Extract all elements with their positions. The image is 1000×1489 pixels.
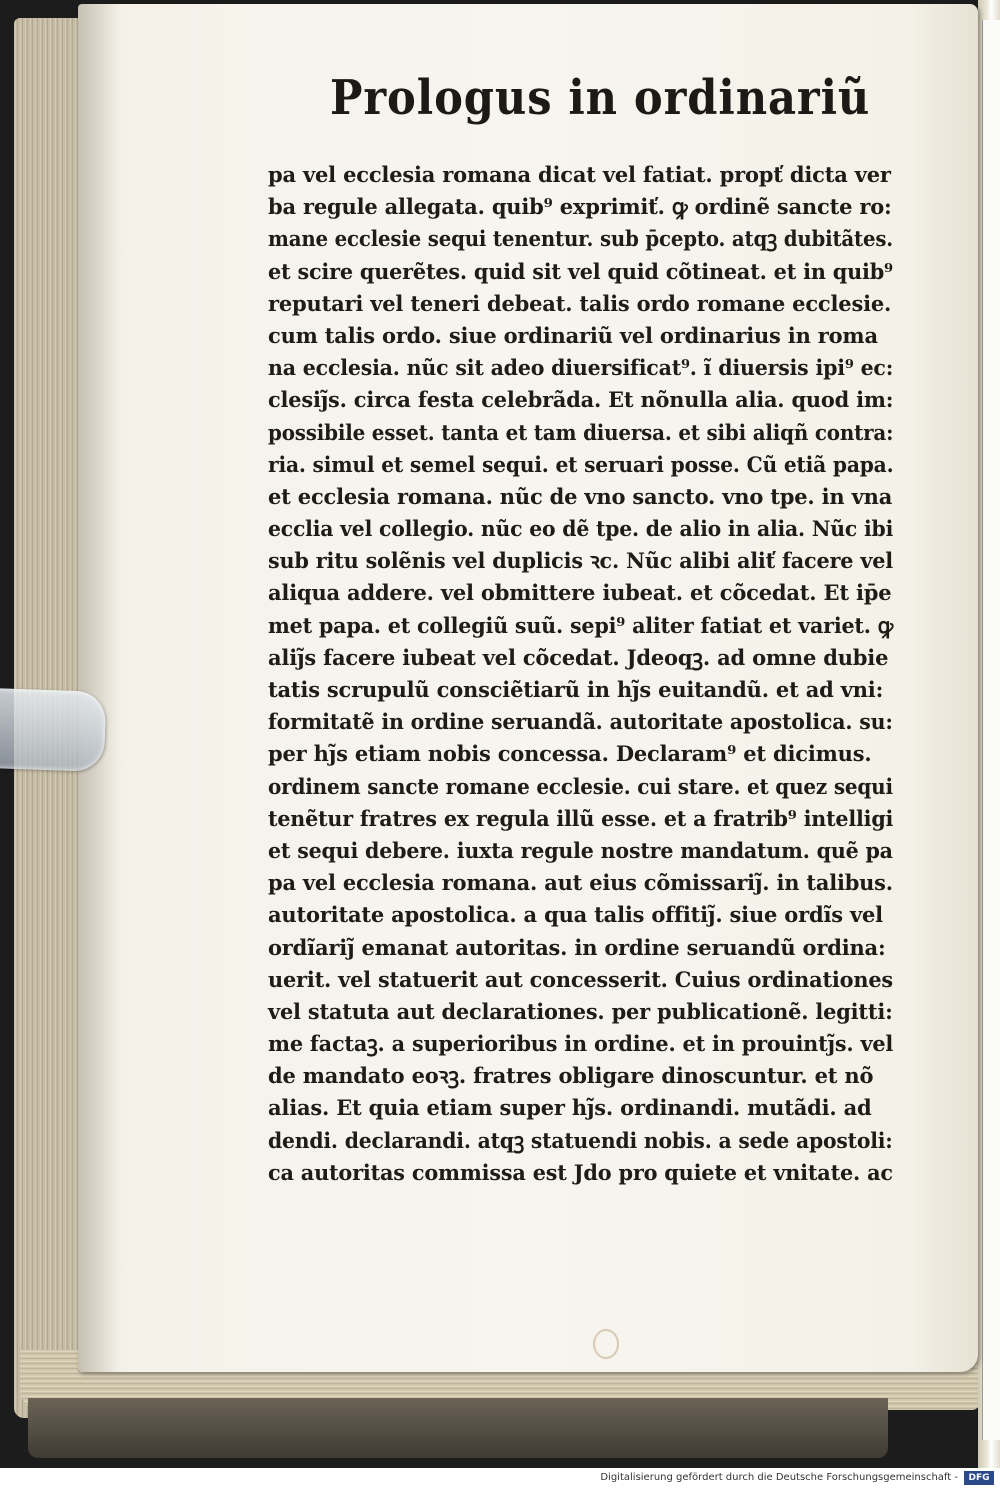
text-line: me factaꝫ. a superioribus in ordine. et in prouintȷ̃s. vel: [268, 1032, 894, 1058]
text-line: alias. Et quia etiam super hȷ̃s. ordinandi. mutãdi. ad: [268, 1096, 872, 1122]
text-line: uerit. vel statuerit aut concesserit. Cuius ordinationes: [268, 967, 893, 993]
funding-credit: Digitalisierung gefördert durch die Deutsche Forschungsgemeinschaft -: [600, 1472, 958, 1483]
text-line: tenẽtur fratres ex regula illũ esse. et a fratrib⁹ intelligi: [268, 806, 894, 832]
page-clip: [0, 688, 106, 772]
text-line: ria. simul et semel sequi. et seruari posse. Cũ etiã papa.: [268, 452, 894, 478]
text-line: et ecclesia romana. nũc de vno sancto. vno tpe. in vna: [268, 484, 893, 510]
book-cover: [28, 1398, 888, 1458]
scan-ruler: [982, 20, 1000, 1440]
text-line: et scire querẽtes. quid sit vel quid cõtineat. et in quib⁹: [268, 259, 893, 285]
paper-stain: [593, 1329, 619, 1359]
gutter-shadow: [78, 4, 118, 1372]
text-line: pa vel ecclesia romana dicat vel fatiat. propť dicta ver: [268, 163, 891, 188]
text-line: ca autoritas commissa est Jdo pro quiete et vnitate. ac: [268, 1160, 893, 1186]
text-line: na ecclesia. nũc sit adeo diuersificat⁹. ĩ diuersis ipi⁹ ec:: [268, 356, 894, 382]
text-line: autoritate apostolica. a qua talis offitiȷ̃. siue ordĩs vel: [268, 903, 883, 929]
page-heading: Prologus in ordinariũ: [330, 70, 871, 126]
text-line: aliȷ̃s facere iubeat vel cõcedat. Jdeoqꝫ. ad omne dubie: [268, 645, 889, 671]
text-line: formitatẽ in ordine seruandã. autoritate apostolica. su:: [268, 710, 893, 736]
text-line: ba regule allegata. quib⁹ exprimiť. ꝙ ordinẽ sancte ro:: [268, 195, 892, 221]
text-line: pa vel ecclesia romana. aut eius cõmissariȷ̃. in talibus.: [268, 871, 893, 897]
text-line: clesiȷ̃s. circa festa celebrãda. Et nõnulla alia. quod im:: [268, 388, 894, 414]
text-line: per hȷ̃s etiam nobis concessa. Declaram⁹ et dicimus.: [268, 742, 872, 768]
text-column: [268, 160, 908, 1190]
dfg-logo-icon: DFG: [964, 1471, 994, 1485]
text-line: sub ritu solẽnis vel duplicis ꝛc. Nũc alibi aliť facere vel: [268, 549, 893, 575]
text-line: aliqua addere. vel obmittere iubeat. et cõcedat. Et ip̄e: [268, 581, 892, 607]
text-line: reputari vel teneri debeat. talis ordo romane ecclesie.: [268, 291, 892, 317]
text-line: ordinem sancte romane ecclesie. cui stare. et quez sequi: [268, 774, 893, 800]
text-line: ecclia vel collegio. nũc eo dẽ tpe. de alio in alia. Nũc ibi: [268, 517, 894, 543]
text-line: ordĩariȷ̃ emanat autoritas. in ordine seruandũ ordina:: [268, 935, 886, 961]
text-line: vel statuta aut declarationes. per publicationẽ. legitti:: [268, 999, 893, 1025]
text-line: de mandato eoꝛꝫ. fratres obligare dinoscuntur. et nõ: [268, 1064, 874, 1090]
footer-bar: [0, 1468, 1000, 1489]
text-line: possibile esset. tanta et tam diuersa. et sibi aliqñ contra:: [268, 420, 894, 446]
text-line: mane ecclesie sequi tenentur. sub p̄cepto. atqꝫ dubitãtes.: [268, 227, 894, 253]
text-line: cum talis ordo. siue ordinariũ vel ordinarius in roma: [268, 323, 878, 349]
text-line: dendi. declarandi. atqꝫ statuendi nobis. a sede apostoli:: [268, 1128, 893, 1154]
text-line: et sequi debere. iuxta regule nostre mandatum. quẽ pa: [268, 838, 893, 864]
text-line: tatis scrupulũ consciẽtiarũ in hȷ̃s euitandũ. et ad vni:: [268, 678, 884, 703]
text-line: met papa. et collegiũ suũ. sepi⁹ aliter fatiat et variet. ꝙ: [268, 613, 894, 639]
